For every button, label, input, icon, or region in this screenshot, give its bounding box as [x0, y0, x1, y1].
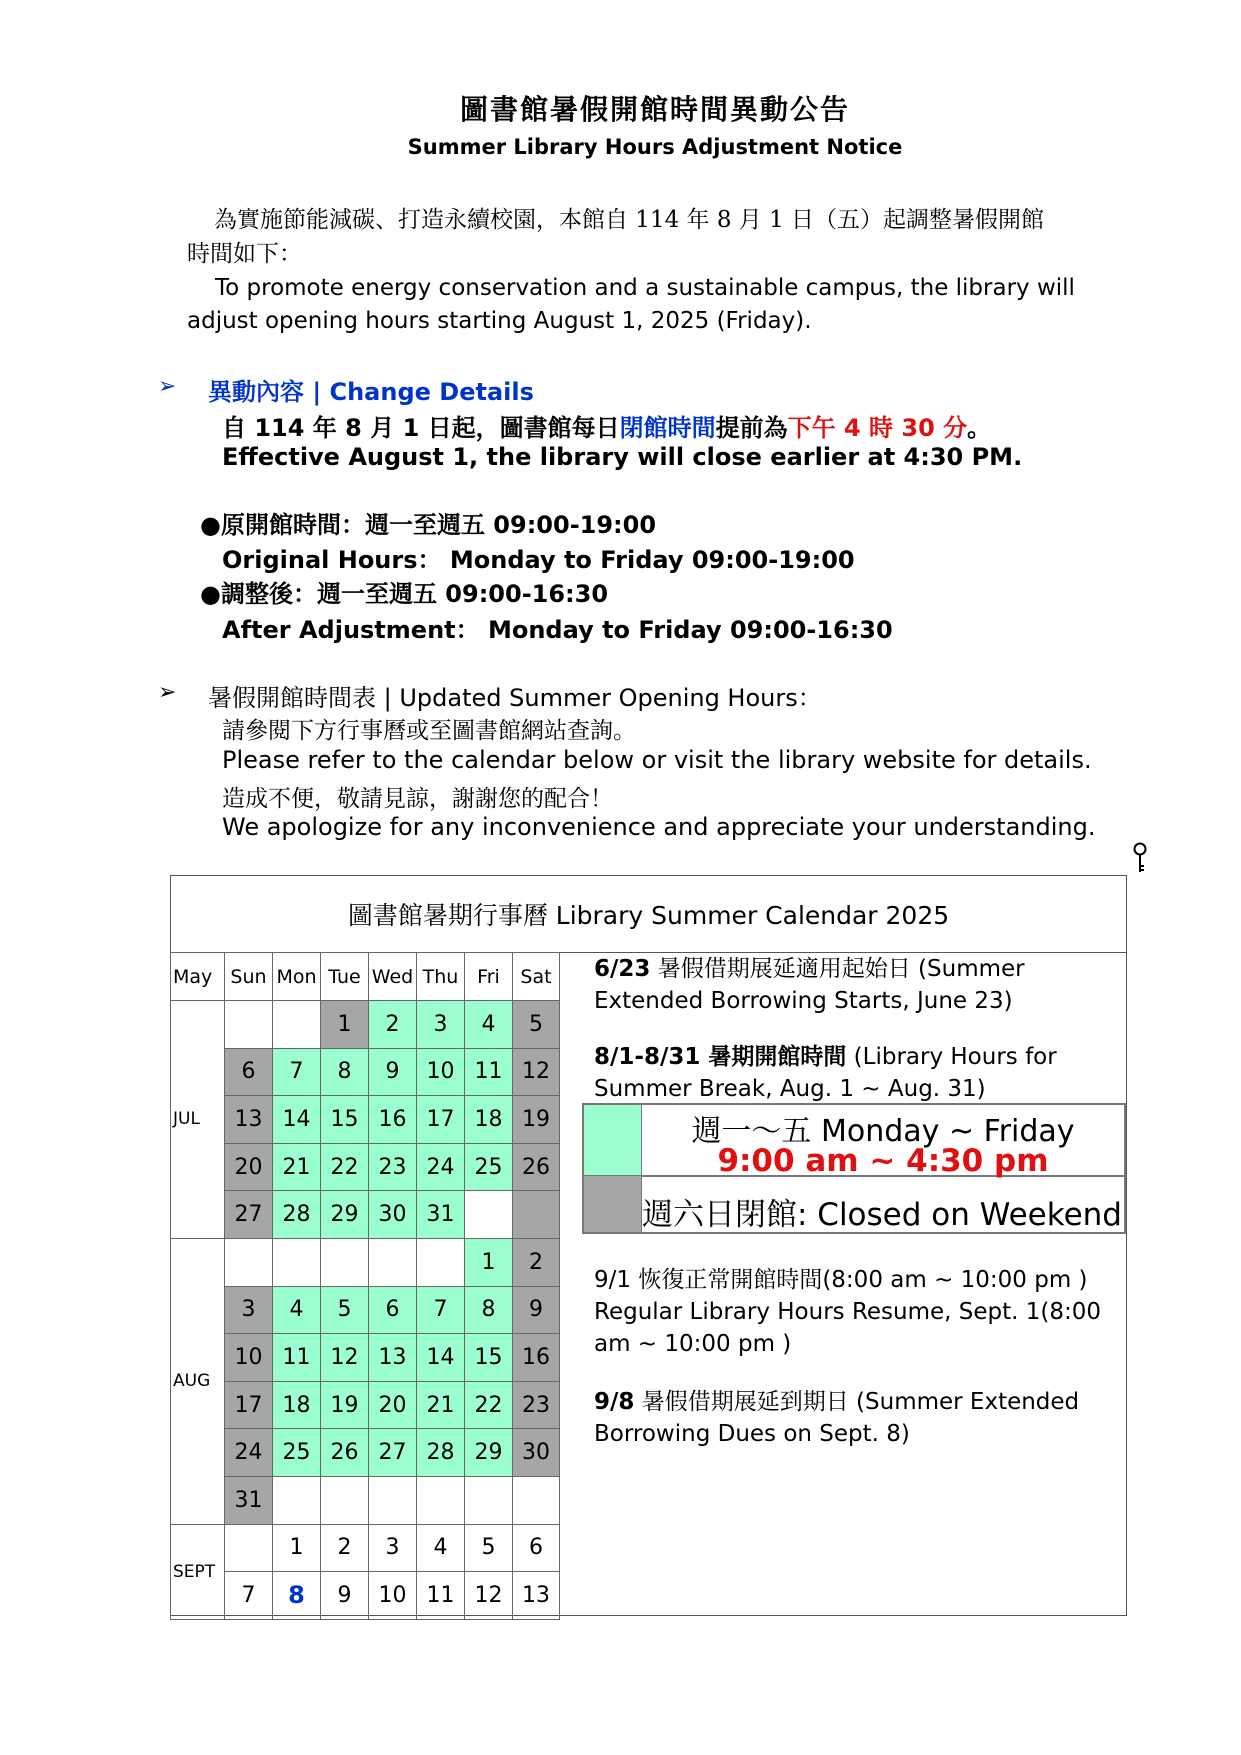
calendar-day-cell: 13	[225, 1096, 273, 1144]
calendar-day-cell: 28	[417, 1429, 465, 1477]
calendar-week-row	[171, 1286, 560, 1334]
calendar-day-cell: 2	[321, 1524, 369, 1572]
calendar-day-cell: 10	[225, 1334, 273, 1382]
calendar-day-cell	[273, 1001, 321, 1049]
legend-open-days: 週一～五 Monday ~ Friday	[691, 1114, 1075, 1149]
calendar-day-cell: 1	[273, 1524, 321, 1572]
calendar-day-cell: 23	[513, 1381, 560, 1429]
refer-calendar-en: Please refer to the calendar below or visit the library website for details.	[222, 746, 1092, 774]
calendar-grid	[170, 952, 560, 1620]
calendar-day-cell: 1	[465, 1238, 513, 1286]
original-hours-zh: ●原開館時間：週一至週五 09:00-19:00	[200, 511, 657, 539]
calendar-month-label: SEPT	[171, 1524, 225, 1619]
change-details-heading: 異動內容 | Change Details	[208, 378, 534, 406]
calendar-day-cell: 13	[369, 1334, 417, 1382]
calendar-day-cell: 18	[273, 1381, 321, 1429]
calendar-day-cell	[225, 1001, 273, 1049]
apology-en: We apologize for any inconvenience and appreciate your understanding.	[222, 813, 1096, 841]
legend-closed-text: 週六日閉館: Closed on Weekend	[642, 1197, 1122, 1233]
calendar-day-cell: 31	[225, 1476, 273, 1524]
note3-line2: Regular Library Hours Resume, Sept. 1(8:00 am ~ 10:00 pm )	[594, 1299, 1102, 1357]
original-hours-en: Original Hours： Monday to Friday 09:00-19:00	[222, 546, 855, 574]
calendar-header-cell: Thu	[417, 953, 465, 1001]
intro-zh-line2: 時間如下：	[187, 241, 302, 267]
calendar-week-row	[171, 1429, 560, 1477]
note1-date: 6/23	[594, 956, 651, 982]
calendar-day-cell: 14	[273, 1096, 321, 1144]
adjusted-hours-en: After Adjustment： Monday to Friday 09:00-16:30	[222, 616, 893, 644]
note4-text: 暑假借期展延到期日 (Summer Extended Borrowing Dues on Sept. 8)	[594, 1389, 1080, 1447]
calendar-day-cell: 6	[225, 1048, 273, 1096]
calendar-day-cell	[225, 1238, 273, 1286]
calendar-day-cell: 3	[225, 1286, 273, 1334]
calendar-day-cell: 12	[465, 1572, 513, 1620]
calendar-day-cell: 7	[273, 1048, 321, 1096]
calendar-header-cell: Tue	[321, 953, 369, 1001]
calendar-day-cell	[513, 1476, 560, 1524]
note-summer-hours	[594, 1041, 1124, 1105]
note-borrowing-due	[594, 1386, 1134, 1450]
calendar-day-cell: 3	[417, 1001, 465, 1049]
intro-en-line2: adjust opening hours starting August 1, 2025 (Friday).	[187, 308, 812, 334]
calendar-week-row	[171, 1572, 560, 1620]
calendar-day-cell: 2	[369, 1001, 417, 1049]
calendar-day-cell	[369, 1238, 417, 1286]
closing-time-highlight: 閉館時間	[619, 414, 716, 442]
adjusted-hours-zh: ●調整後：週一至週五 09:00-16:30	[200, 580, 609, 608]
calendar-day-cell: 9	[321, 1572, 369, 1620]
change-zh-part1: 自 114 年 8 月 1 日起，圖書館每日	[222, 414, 620, 442]
calendar-day-cell: 7	[417, 1286, 465, 1334]
calendar-week-row	[171, 1048, 560, 1096]
calendar-day-cell: 25	[273, 1429, 321, 1477]
calendar-day-cell: 4	[417, 1524, 465, 1572]
calendar-day-cell: 17	[417, 1096, 465, 1144]
calendar-day-cell: 31	[417, 1191, 465, 1239]
calendar-day-cell	[513, 1191, 560, 1239]
calendar-day-cell: 21	[273, 1143, 321, 1191]
calendar-week-row	[171, 1143, 560, 1191]
calendar-day-cell: 5	[513, 1001, 560, 1049]
note4-date: 9/8	[594, 1389, 635, 1415]
calendar-day-cell: 15	[321, 1096, 369, 1144]
calendar-week-row	[171, 1191, 560, 1239]
calendar-day-cell: 19	[513, 1096, 560, 1144]
calendar-day-cell: 8	[321, 1048, 369, 1096]
apology-zh: 造成不便，敬請見諒，謝謝您的配合！	[222, 786, 613, 812]
calendar-day-cell: 12	[321, 1334, 369, 1382]
calendar-day-cell	[225, 1524, 273, 1572]
calendar-day-cell: 21	[417, 1381, 465, 1429]
calendar-table	[170, 952, 560, 1620]
calendar-day-cell: 3	[369, 1524, 417, 1572]
calendar-day-cell: 6	[369, 1286, 417, 1334]
calendar-week-row	[171, 1476, 560, 1524]
calendar-day-cell: 10	[369, 1572, 417, 1620]
calendar-day-cell: 8	[273, 1572, 321, 1620]
calendar-day-cell: 29	[465, 1429, 513, 1477]
calendar-day-cell	[417, 1476, 465, 1524]
summer-hours-heading: 暑假開館時間表 | Updated Summer Opening Hours：	[208, 684, 822, 712]
calendar-week-row	[171, 1524, 560, 1572]
calendar-day-cell: 30	[513, 1429, 560, 1477]
legend-open-swatch	[584, 1105, 642, 1175]
calendar-week-row	[171, 1334, 560, 1382]
calendar-day-cell: 9	[369, 1048, 417, 1096]
calendar-day-cell: 24	[417, 1143, 465, 1191]
calendar-month-label: JUL	[171, 1001, 225, 1239]
calendar-week-row	[171, 1238, 560, 1286]
arrow-bullet-icon: ➢	[158, 374, 177, 399]
calendar-day-cell: 1	[321, 1001, 369, 1049]
arrow-bullet-icon: ➢	[158, 680, 177, 705]
legend-open-time: 9:00 am ~ 4:30 pm	[717, 1143, 1049, 1179]
calendar-week-row	[171, 1001, 560, 1049]
calendar-day-cell: 20	[225, 1143, 273, 1191]
calendar-day-cell: 27	[369, 1429, 417, 1477]
calendar-day-cell: 6	[513, 1524, 560, 1572]
calendar-title: 圖書館暑期行事曆 Library Summer Calendar 2025	[170, 875, 1127, 953]
calendar-day-cell: 15	[465, 1334, 513, 1382]
calendar-day-cell: 5	[465, 1524, 513, 1572]
calendar-day-cell	[273, 1238, 321, 1286]
note3-line1: 9/1 恢復正常開館時間(8:00 am ~ 10:00 pm )	[594, 1267, 1088, 1293]
calendar-day-cell: 4	[273, 1286, 321, 1334]
calendar-header-cell: Wed	[369, 953, 417, 1001]
calendar-header-cell: May	[171, 953, 225, 1001]
calendar-week-row	[171, 1381, 560, 1429]
calendar-day-cell: 29	[321, 1191, 369, 1239]
calendar-day-cell: 5	[321, 1286, 369, 1334]
calendar-day-cell: 16	[369, 1096, 417, 1144]
note2-date: 8/1-8/31 暑期開館時間	[594, 1044, 847, 1070]
calendar-week-row	[171, 1096, 560, 1144]
calendar-day-cell: 24	[225, 1429, 273, 1477]
calendar-day-cell: 16	[513, 1334, 560, 1382]
calendar-day-cell: 26	[321, 1429, 369, 1477]
calendar-day-cell: 13	[513, 1572, 560, 1620]
change-zh-part3: 。	[967, 414, 992, 442]
intro-zh-line1: 為實施節能減碳、打造永續校園，本館自 114 年 8 月 1 日（五）起調整暑假開館	[214, 207, 1045, 233]
calendar-day-cell	[321, 1238, 369, 1286]
page-title: 圖書館暑假開館時間異動公告	[459, 93, 850, 126]
note2-text: (Library Hours for Summer Break, Aug. 1 ~ Aug. 31)	[594, 1044, 1057, 1102]
change-details-en: Effective August 1, the library will close earlier at 4:30 PM.	[222, 443, 1023, 471]
calendar-day-cell: 28	[273, 1191, 321, 1239]
calendar-header-cell: Fri	[465, 953, 513, 1001]
calendar-day-cell: 20	[369, 1381, 417, 1429]
key-icon	[1131, 842, 1149, 874]
calendar-month-label: AUG	[171, 1238, 225, 1524]
calendar-day-cell: 22	[465, 1381, 513, 1429]
note-regular-hours	[594, 1264, 1134, 1360]
calendar-day-cell: 23	[369, 1143, 417, 1191]
intro-en-line1: To promote energy conservation and a sustainable campus, the library will	[215, 275, 1075, 301]
calendar-day-cell: 7	[225, 1572, 273, 1620]
calendar-day-cell	[369, 1476, 417, 1524]
calendar-day-cell: 11	[417, 1572, 465, 1620]
calendar-day-cell: 11	[273, 1334, 321, 1382]
calendar-day-cell: 4	[465, 1001, 513, 1049]
calendar-day-cell: 14	[417, 1334, 465, 1382]
calendar-day-cell: 2	[513, 1238, 560, 1286]
calendar-day-cell: 18	[465, 1096, 513, 1144]
calendar-header-cell: Sat	[513, 953, 560, 1001]
calendar-header-cell: Mon	[273, 953, 321, 1001]
calendar-header-cell: Sun	[225, 953, 273, 1001]
calendar-day-cell: 19	[321, 1381, 369, 1429]
calendar-day-cell: 12	[513, 1048, 560, 1096]
calendar-day-cell: 11	[465, 1048, 513, 1096]
note-borrowing-start	[594, 953, 1124, 1017]
calendar-header-row	[171, 953, 560, 1001]
calendar-day-cell	[417, 1238, 465, 1286]
change-zh-part2: 提前為	[715, 414, 788, 442]
calendar-day-cell	[273, 1476, 321, 1524]
calendar-day-cell	[321, 1476, 369, 1524]
calendar-day-cell: 25	[465, 1143, 513, 1191]
calendar-day-cell: 26	[513, 1143, 560, 1191]
calendar-day-cell	[465, 1476, 513, 1524]
note1-text: 暑假借期展延適用起始日 (Summer Extended Borrowing Starts, June 23)	[594, 956, 1025, 1014]
calendar-day-cell: 10	[417, 1048, 465, 1096]
calendar-day-cell: 17	[225, 1381, 273, 1429]
legend-closed-swatch	[584, 1176, 642, 1232]
change-details-zh	[222, 408, 991, 443]
calendar-day-cell: 27	[225, 1191, 273, 1239]
new-closing-time-highlight: 下午 4 時 30 分	[787, 414, 968, 442]
calendar-day-cell: 8	[465, 1286, 513, 1334]
calendar-day-cell: 22	[321, 1143, 369, 1191]
page-subtitle: Summer Library Hours Adjustment Notice	[407, 135, 903, 159]
refer-calendar-zh: 請參閱下方行事曆或至圖書館網站查詢。	[222, 718, 636, 744]
calendar-day-cell: 30	[369, 1191, 417, 1239]
calendar-day-cell	[465, 1191, 513, 1239]
calendar-day-cell: 9	[513, 1286, 560, 1334]
